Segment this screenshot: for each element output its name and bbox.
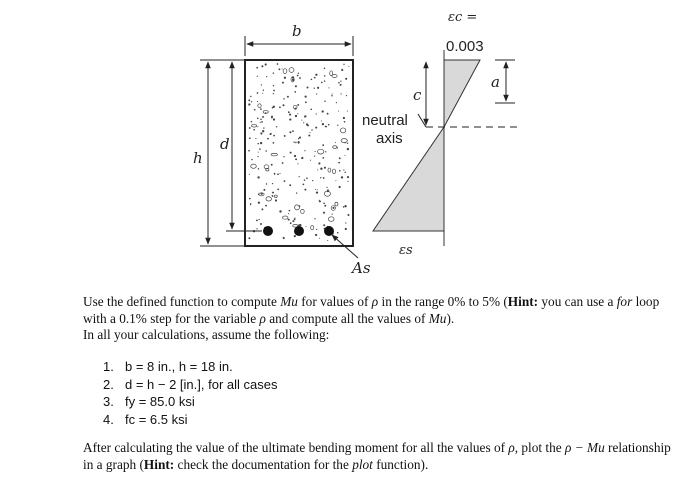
final-instruction: After calculating the value of the ultimate bending moment for all the values of ρ, plot the ρ − Mu relationship in a graph (Hint: check the documentation for the plot function). [83, 440, 671, 472]
label-a: a [491, 73, 500, 91]
assumption-item: 2. d = h − 2 [in.], for all cases [103, 376, 278, 392]
strain-top-symbol: εc = [448, 10, 478, 25]
assumption-intro: In all your calculations, assume the following: [83, 327, 330, 342]
axis-label: axis [376, 130, 403, 147]
assumption-item: 1. b = 8 in., h = 18 in. [103, 359, 233, 374]
concrete-section [245, 60, 353, 246]
label-c: c [413, 86, 422, 104]
rebar-middle [294, 226, 304, 236]
steel-strain-label: εs [399, 243, 413, 258]
rebar-right [324, 226, 334, 236]
assumption-item: 4. fc = 6.5 ksi [103, 411, 188, 427]
strain-top-value: 0.003 [446, 38, 484, 55]
steel-area-label: As [352, 259, 371, 277]
problem-statement: Use the defined function to compute Mu for values of ρ in the range 0% to 5% (Hint: you can use a for loop with a 0.1% step for the variable ρ and compute all the values of Mu). In all your calculations, assume the following: [83, 294, 660, 342]
assumption-list [83, 358, 277, 428]
label-b: b [292, 22, 302, 40]
assumption-item: 3. fy = 85.0 ksi [103, 394, 195, 409]
label-d: d [220, 135, 230, 153]
rebar-left [263, 226, 273, 236]
neutral-axis-label: neutral [362, 112, 408, 129]
strain-compression-triangle [444, 60, 480, 127]
label-h: h [193, 149, 203, 167]
